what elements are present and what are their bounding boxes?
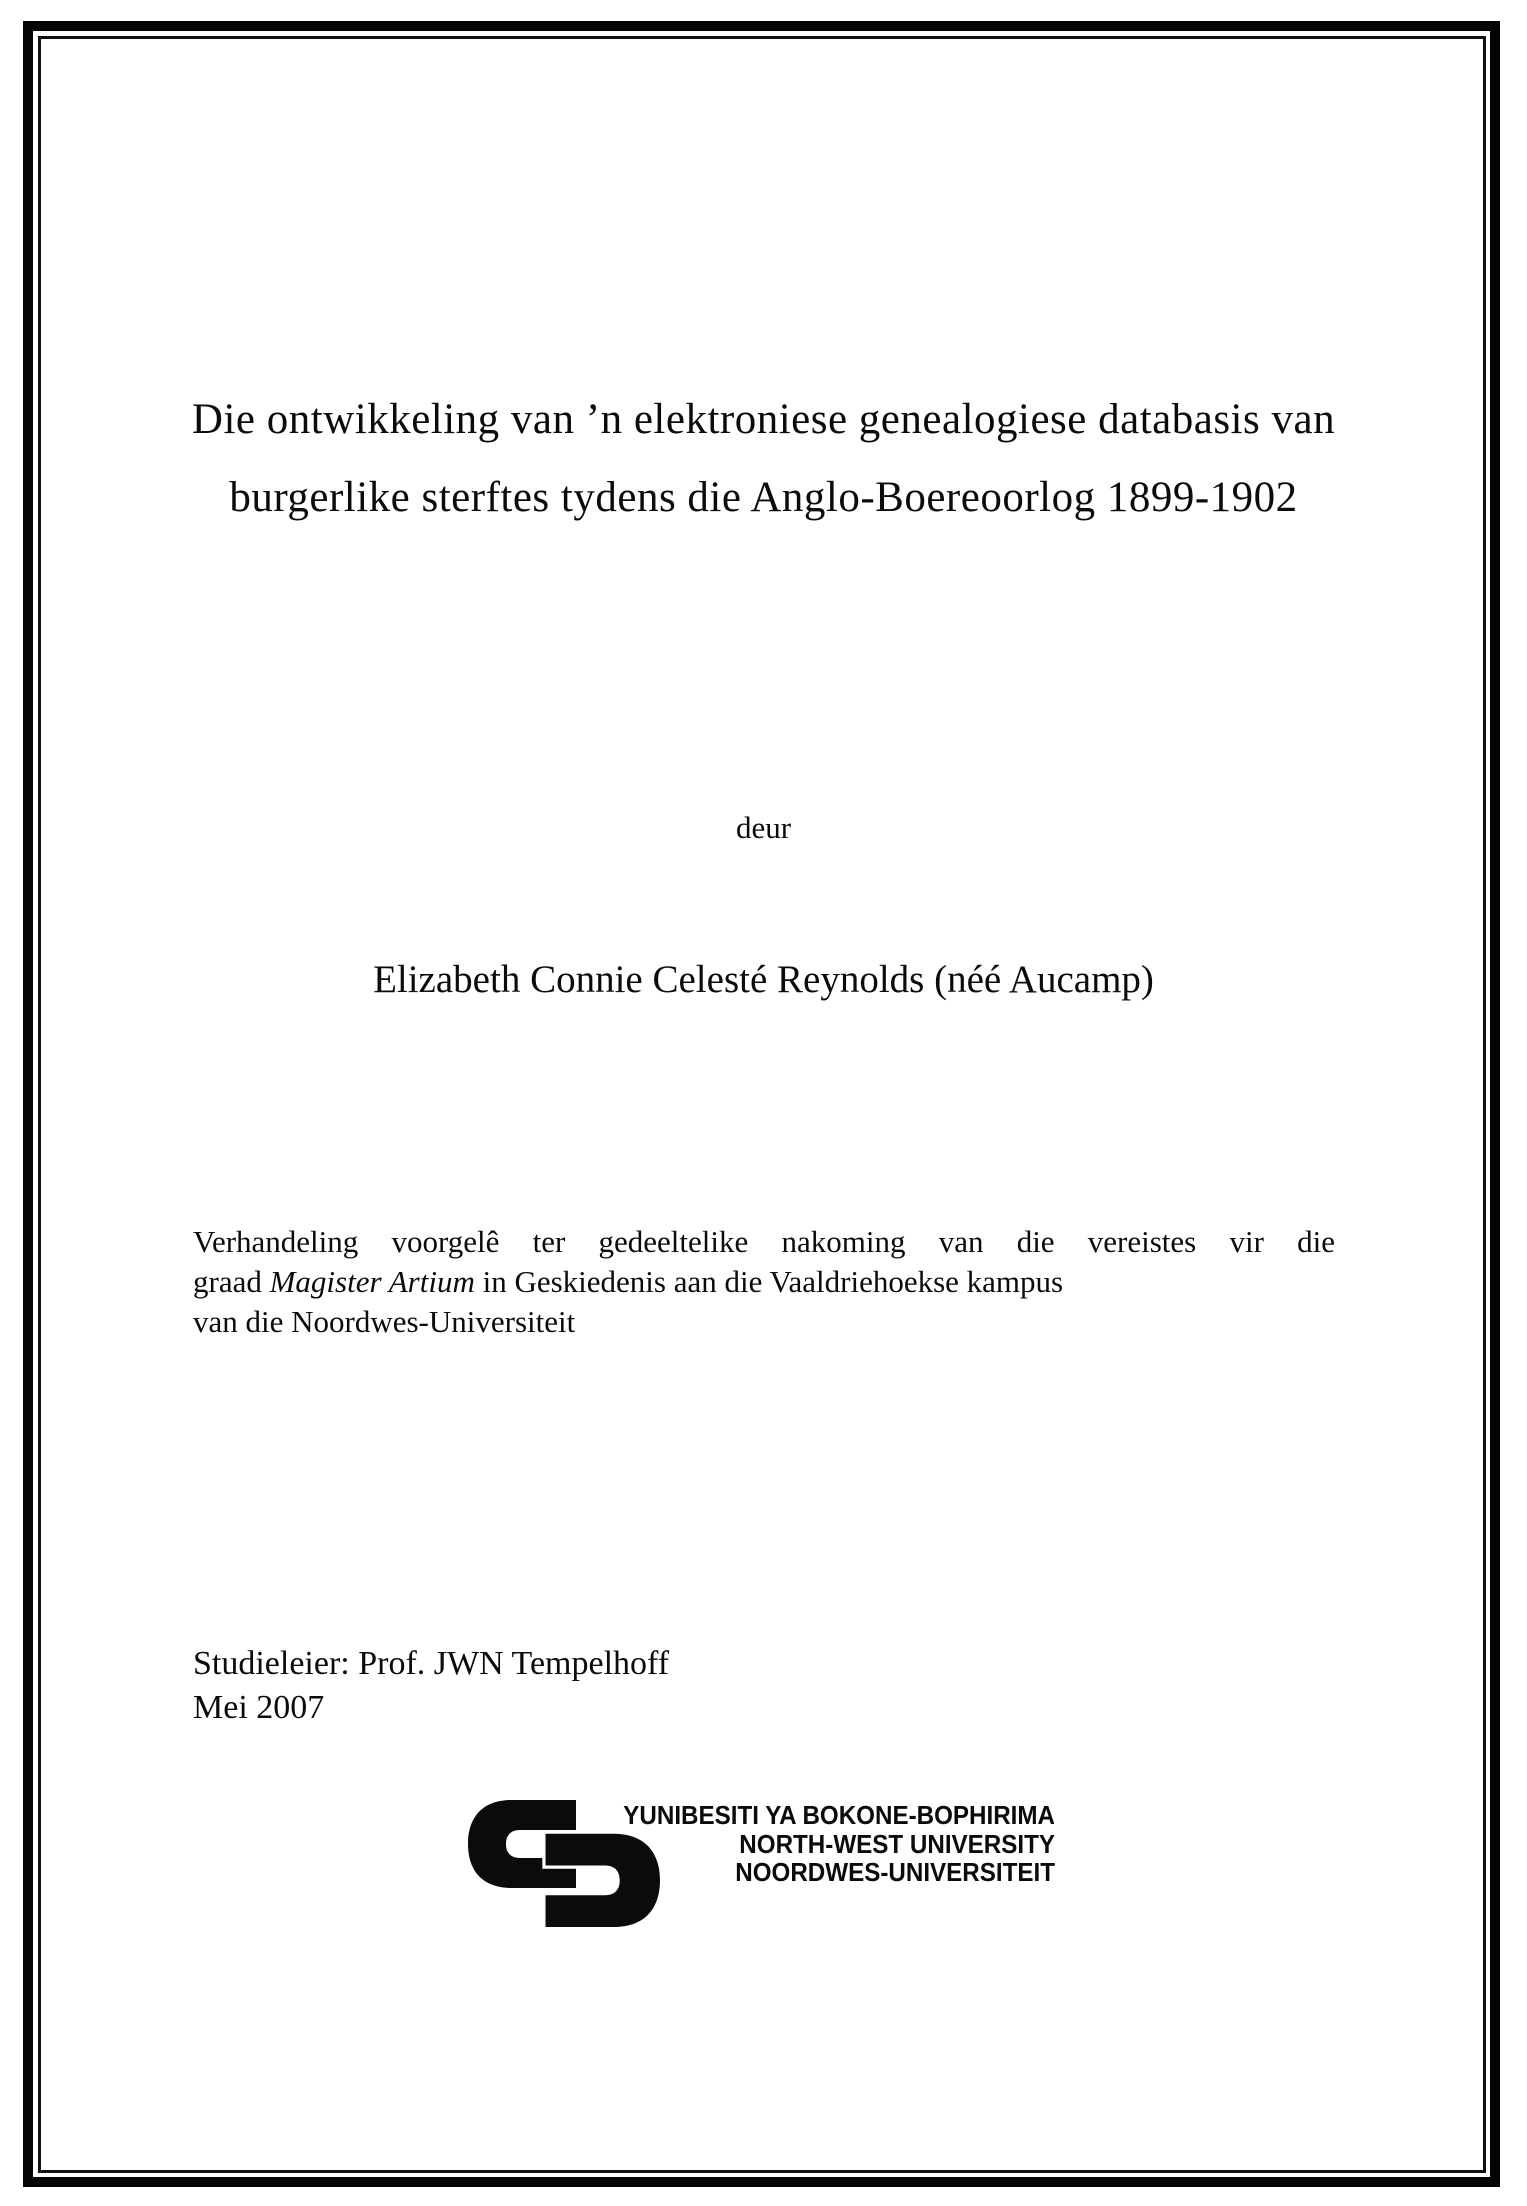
nwu-logo-text-line-2: NORTH-WEST UNIVERSITY: [739, 1828, 1055, 1859]
declaration-paragraph: [193, 1222, 1335, 1342]
author-name: Elizabeth Connie Celesté Reynolds (néé Aucamp): [373, 958, 1154, 1001]
thesis-title-line-1: Die ontwikkeling van ’n elektroniese genealogiese databasis van: [191, 396, 1336, 443]
declaration-line-1: Verhandeling voorgelê ter gedeeltelike nakoming van die vereistes vir die: [193, 1224, 1335, 1259]
thesis-title-line-2: burgerlike sterftes tydens die Anglo-Boereoorlog 1899-1902: [229, 474, 1298, 521]
nwu-logo-text-line-1: YUNIBESITI YA BOKONE-BOPHIRIMA: [623, 1800, 1055, 1830]
declaration-line-2: [193, 1262, 1335, 1302]
declaration-line-2-pre: graad: [193, 1264, 270, 1299]
nwu-logo-text: [590, 1801, 1055, 1887]
date-line: Mei 2007: [193, 1689, 325, 1726]
declaration-line-2-post: in Geskiedenis aan die Vaaldriehoekse kampus: [474, 1264, 1064, 1299]
supervisor-line: Studieleier: Prof. JWN Tempelhoff: [193, 1645, 670, 1682]
degree-name-italic: Magister Artium: [269, 1264, 475, 1299]
byline-deur: deur: [735, 810, 792, 845]
nwu-logo-text-line-3: NOORDWES-UNIVERSITEIT: [735, 1857, 1055, 1887]
declaration-line-3: van die Noordwes-Universiteit: [193, 1304, 576, 1339]
